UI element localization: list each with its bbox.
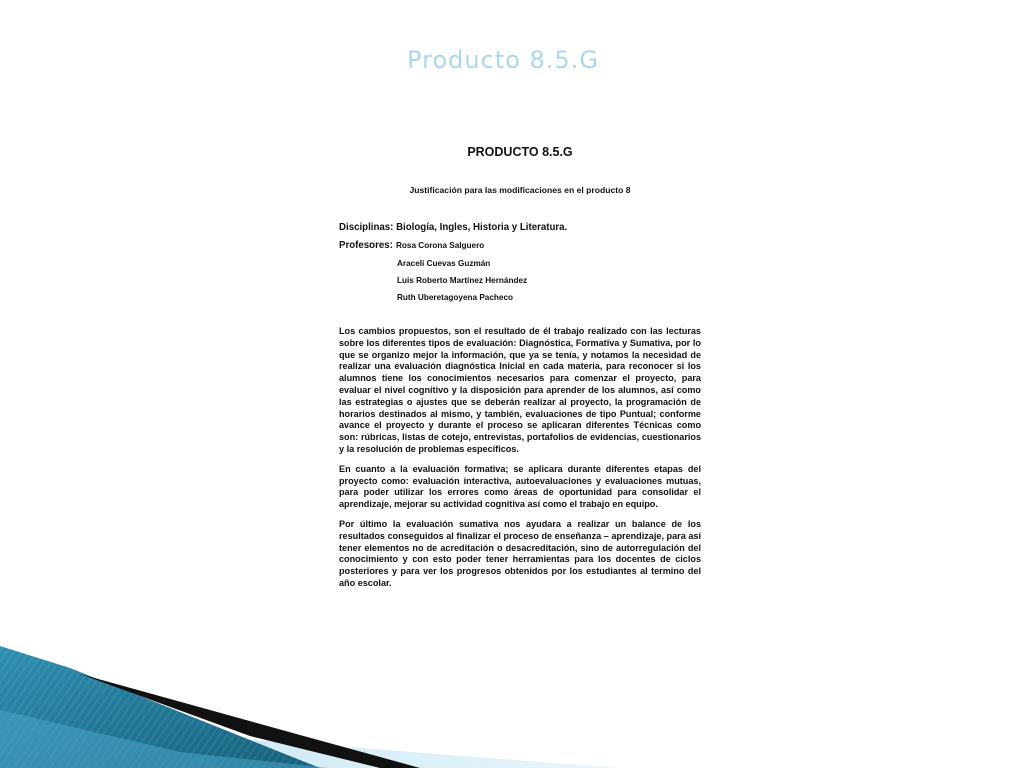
professor-name: Araceli Cuevas Guzmán	[397, 259, 491, 268]
professor-name: Ruth Uberetagoyena Pacheco	[397, 293, 514, 302]
wave-decoration	[0, 640, 1024, 768]
professor-name: Luis Roberto Martínez Hernández	[397, 276, 528, 285]
professor-list	[339, 259, 701, 302]
document-heading: PRODUCTO 8.5.G	[467, 145, 573, 159]
document-subtitle: Justificación para las modificaciones en el producto 8	[409, 185, 631, 195]
slide-title: Producto 8.5.G	[407, 46, 599, 74]
professors-row	[339, 240, 701, 251]
professor-name: Rosa Corona Salguero	[396, 241, 485, 250]
disciplines-line: Disciplinas: Biología, Ingles, Historia y Literatura.	[339, 222, 568, 233]
professors-label: Profesores:	[339, 240, 393, 251]
body-paragraph: Los cambios propuestos, son el resultado de él trabajo realizado con las lecturas sobre los diferentes tipos de evaluación: Diagnóstica, Formativa y Sumativa, por lo que se organizo mejor la información, que ya se tenía, y notamos la necesidad de realizar una evaluación diagnóstica Inicial en cada materia, para reconocer si los alumnos tiene los conocimientos necesarios para comenzar el proyecto, para evaluar el nivel cognitivo y la disposición para aprender de los alumnos, así como las estrategias o ajustes que se deberán realizar al proyecto, la programación de horarios destinados al mismo, y también, evaluaciones de tipo Puntual; conforme avance el proyecto y durante el proceso se aplicaran diferentes Técnicas como son: rúbricas, listas de cotejo, entrevistas, portafolios de evidencias, cuestionarios y la resolución de problemas específicos.	[339, 326, 701, 454]
body-paragraph: En cuanto a la evaluación formativa; se aplicara durante diferentes etapas del proyecto como: evaluación interactiva, autoevaluaciones y evaluaciones mutuas, para poder utilizar los errores como áreas de oportunidad para consolidar el aprendizaje, mejorar su actividad cognitiva así como el trabajo en equipo.	[339, 463, 701, 510]
document-image	[339, 140, 701, 590]
body-paragraph: Por último la evaluación sumativa nos ayudara a realizar un balance de los resultados conseguidos al finalizar el proceso de enseñanza – aprendizaje, para así tener elementos no de acreditación o desacreditación, sino de autorregulación del conocimiento y con esto poder tener herramientas para los docentes de ciclos posteriores y para ver los progresos obtenidos por los estudiantes al termino del año escolar.	[339, 518, 701, 588]
